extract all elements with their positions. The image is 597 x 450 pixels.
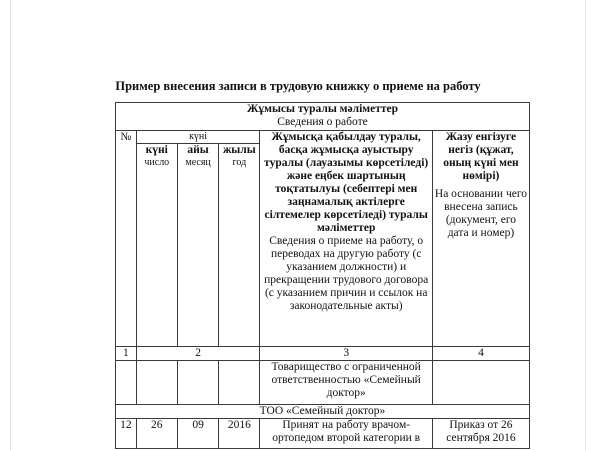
column-number-row: [116, 347, 530, 361]
header-row-1: [116, 131, 530, 144]
month-header: [177, 144, 218, 347]
basis-header-kz: Жазу енгізуге негіз (құжат, оның күні мен нөмірі): [443, 131, 519, 182]
number-header: №: [116, 131, 137, 347]
entry-day: 26: [136, 419, 177, 449]
caption-ru: Сведения о работе: [277, 116, 368, 128]
entry-month: 09: [177, 419, 218, 449]
caption-kz: Жұмысы туралы мәліметтер: [246, 103, 398, 115]
table-caption-cell: [116, 103, 530, 131]
day-header-ru: число: [144, 157, 170, 168]
organization-full-name: Товарищество с ограниченной ответственностью «Семейный доктор»: [260, 361, 432, 405]
document-title: Пример внесения записи в трудовую книжку о приеме на работу: [115, 79, 481, 93]
column-number-4: 4: [432, 347, 529, 361]
month-header-ru: месяц: [185, 157, 211, 168]
table-row: [116, 419, 530, 449]
column-number-3: 3: [260, 347, 432, 361]
info-header-ru: Сведения о приеме на работу, о переводах на другую работу (с указанием должности) и прекращении трудового договора (с указанием причин и ссылок на законодательные акты): [264, 235, 429, 312]
organization-short-name: ТОО «Семейный доктор»: [116, 405, 530, 419]
organization-short-row: [116, 405, 530, 419]
year-header: [219, 144, 260, 347]
entry-number: 12: [116, 419, 137, 449]
document-page: [10, 0, 586, 450]
basis-header: [432, 131, 529, 347]
employment-record-table: [115, 102, 530, 449]
year-header-kz: жылы: [222, 144, 256, 156]
organization-row: [116, 361, 530, 405]
month-header-kz: айы: [187, 144, 209, 156]
entry-basis: Приказ от 26 сентября 2016: [432, 419, 529, 449]
entry-year: 2016: [219, 419, 260, 449]
column-number-2: 2: [136, 347, 260, 361]
basis-header-ru: На основании чего внесена запись (документ, его дата и номер): [434, 188, 528, 239]
info-header-kz: Жұмысқа қабылдау туралы, басқа жұмысқа ауыстыру туралы (лауазымы көрсетіледі) және еңбек шартының тоқтатылуы (себептері мен заңнамалық актілерге сілтемелер көрсетіледі) туралы мәліметтер: [264, 131, 429, 234]
date-group-header: күні: [136, 131, 260, 144]
day-header-kz: күні: [145, 144, 168, 156]
column-number-1: 1: [116, 347, 137, 361]
year-header-ru: год: [232, 157, 247, 168]
table-caption-row: [116, 103, 530, 131]
info-header: [260, 131, 432, 347]
day-header: [136, 144, 177, 347]
entry-info: Принят на работу врачом-ортопедом второй категории в: [260, 419, 432, 449]
